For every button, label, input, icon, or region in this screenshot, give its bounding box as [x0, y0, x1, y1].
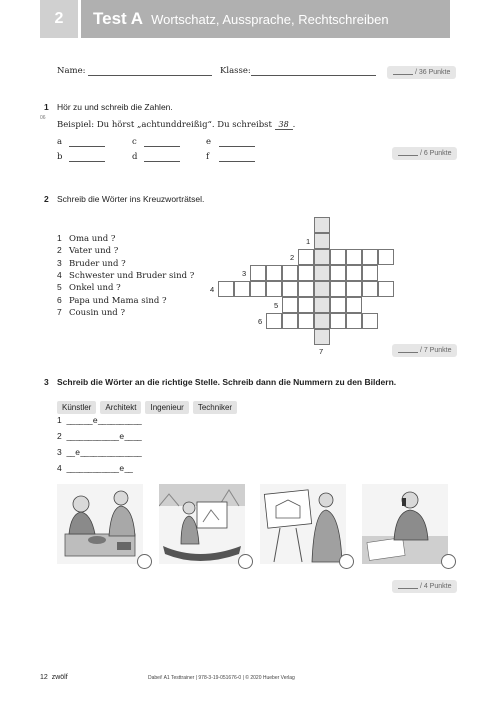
test-label: Test A: [93, 9, 144, 28]
class-field[interactable]: [251, 75, 376, 76]
page-word: zwölf: [51, 674, 68, 681]
clue-text: Papa und Mama sind ?: [69, 295, 167, 306]
crossword-cell[interactable]: [346, 265, 362, 281]
word-line-number: 4: [57, 463, 62, 473]
item-d-label: d: [132, 152, 138, 162]
crossword-cell[interactable]: [298, 249, 314, 265]
example-answer: 38: [275, 120, 293, 130]
points-blank[interactable]: [393, 66, 413, 75]
word-line-pattern: __ __ __ __ __ __ e __ __: [66, 431, 141, 441]
page-number: 12: [40, 674, 48, 681]
crossword-cell[interactable]: [218, 281, 234, 297]
crossword-cell[interactable]: [282, 265, 298, 281]
picture-2-number-circle[interactable]: [238, 554, 253, 569]
item-f-label: f: [206, 152, 210, 162]
name-label: Name:: [57, 66, 86, 76]
crossword-number: 3: [242, 269, 247, 278]
picture-3-number-circle[interactable]: [339, 554, 354, 569]
word-line-pattern: __ e __ __ __ __ __ __ __: [66, 447, 141, 457]
item-e-label: e: [206, 137, 212, 147]
task1-example: [57, 120, 295, 130]
item-e-field[interactable]: [219, 146, 255, 147]
crossword-cell[interactable]: [314, 249, 330, 265]
total-points-box: [387, 66, 456, 79]
task2-points-box: [392, 344, 457, 357]
crossword-number: 6: [258, 317, 263, 326]
word-line-2[interactable]: [57, 428, 141, 444]
crossword-cell[interactable]: [314, 281, 330, 297]
crossword-cell[interactable]: [234, 281, 250, 297]
clue-number: 3: [57, 257, 62, 268]
clue-item: [57, 295, 167, 306]
task1-title: Hör zu und schreib die Zahlen.: [57, 102, 173, 112]
word-line-4[interactable]: [57, 460, 141, 476]
task3-points-box: [392, 580, 457, 593]
clue-number: 6: [57, 294, 62, 305]
crossword-cell[interactable]: [314, 329, 330, 345]
crossword-cell[interactable]: [362, 265, 378, 281]
crossword-number: 7: [319, 347, 324, 356]
clue-text: Schwester und Bruder sind ?: [69, 270, 195, 281]
item-d-field[interactable]: [144, 161, 180, 162]
task2-title: Schreib die Wörter ins Kreuzworträtsel.: [57, 194, 205, 204]
crossword-cell[interactable]: [314, 233, 330, 249]
clue-number: 5: [57, 282, 62, 293]
crossword-cell[interactable]: [330, 265, 346, 281]
name-field[interactable]: [88, 75, 212, 76]
crossword-cell[interactable]: [282, 313, 298, 329]
crossword-cell[interactable]: [330, 281, 346, 297]
word-line-pattern: __ __ __ __ __ __ e __: [66, 463, 132, 473]
task2-points: / 7 Punkte: [419, 347, 452, 354]
task1-points: / 6 Punkte: [419, 150, 452, 157]
picture-engineer-phone: [362, 484, 448, 564]
clue-number: 7: [57, 306, 62, 317]
item-b-field[interactable]: [69, 161, 105, 162]
crossword-cell[interactable]: [266, 313, 282, 329]
crossword-number: 5: [274, 301, 279, 310]
word-line-number: 2: [57, 431, 62, 441]
example-end: .: [292, 120, 296, 130]
header-bar: [81, 0, 450, 38]
crossword-cell[interactable]: [298, 313, 314, 329]
item-c-label: c: [132, 137, 137, 147]
crossword-cell[interactable]: [346, 281, 362, 297]
word-line-3[interactable]: [57, 444, 141, 460]
crossword-number: 1: [306, 237, 311, 246]
task3-points: / 4 Punkte: [419, 583, 452, 590]
word-line-pattern: __ __ __ e __ __ __ __ __: [66, 415, 141, 425]
crossword-cell[interactable]: [298, 297, 314, 313]
footer-credit: Dabei! A1 Testtrainer | 978-3-19-051676-0 | © 2020 Hueber Verlag: [148, 675, 295, 681]
clue-item: [57, 307, 125, 318]
item-f-field[interactable]: [219, 161, 255, 162]
crossword-number: 4: [210, 285, 215, 294]
crossword-cell[interactable]: [330, 297, 346, 313]
crossword-cell[interactable]: [250, 281, 266, 297]
clue-item: [57, 270, 194, 281]
word-architekt: Architekt: [100, 401, 141, 414]
crossword-cell[interactable]: [298, 265, 314, 281]
crossword-cell[interactable]: [346, 313, 362, 329]
task2-number: 2: [44, 194, 49, 204]
clue-item: [57, 258, 126, 269]
task1-points-box: [392, 147, 457, 160]
picture-1-number-circle[interactable]: [137, 554, 152, 569]
word-lines: [57, 412, 141, 476]
task3-number: 3: [44, 377, 49, 387]
clue-item: [57, 245, 118, 256]
crossword-cell[interactable]: [314, 217, 330, 233]
crossword-cell[interactable]: [266, 281, 282, 297]
crossword-cell[interactable]: [282, 281, 298, 297]
item-a-label: a: [57, 137, 63, 147]
task1-number: 1: [44, 102, 49, 112]
word-line-number: 1: [57, 415, 62, 425]
crossword-cell[interactable]: [298, 281, 314, 297]
word-techniker: Techniker: [193, 401, 237, 414]
clue-number: 1: [57, 233, 62, 243]
crossword-cell[interactable]: [314, 297, 330, 313]
item-c-field[interactable]: [144, 146, 180, 147]
clue-text: Vater und ?: [69, 246, 119, 257]
test-topic: Wortschatz, Aussprache, Rechtschreiben: [151, 11, 389, 27]
picture-technician-repair: [57, 484, 143, 564]
class-label: Klasse:: [220, 66, 251, 76]
crossword-cell[interactable]: [346, 249, 362, 265]
clue-item: [57, 233, 115, 244]
item-b-label: b: [57, 152, 63, 162]
word-line-number: 3: [57, 447, 62, 457]
clue-item: [57, 282, 121, 293]
crossword-cell[interactable]: [346, 297, 362, 313]
crossword-cell[interactable]: [314, 265, 330, 281]
crossword-cell[interactable]: [314, 313, 330, 329]
crossword-cell[interactable]: [362, 313, 378, 329]
crossword-cell[interactable]: [330, 313, 346, 329]
example-text: Beispiel: Du hörst „achtunddreißig“. Du schreibst: [57, 120, 272, 130]
word-ingenieur: Ingenieur: [145, 401, 188, 414]
crossword-cell[interactable]: [378, 249, 394, 265]
points-blank[interactable]: [398, 147, 418, 156]
task3-title: Schreib die Wörter an die richtige Stelle. Schreib dann die Nummern zu den Bildern.: [57, 377, 397, 387]
clue-number: 4: [57, 269, 62, 280]
crossword-number: 2: [290, 253, 295, 262]
audio-track: 06: [40, 115, 46, 121]
word-line-1[interactable]: [57, 412, 141, 428]
clue-text: Bruder und ?: [69, 258, 126, 269]
crossword-cell[interactable]: [378, 281, 394, 297]
clue-text: Cousin und ?: [69, 307, 126, 318]
total-points-label: / 36 Punkte: [414, 69, 451, 76]
crossword-cell[interactable]: [362, 281, 378, 297]
clue-text: Oma und ?: [69, 234, 116, 244]
crossword-cell[interactable]: [250, 265, 266, 281]
clue-text: Onkel und ?: [69, 283, 121, 294]
crossword-cell[interactable]: [266, 265, 282, 281]
picture-4-number-circle[interactable]: [441, 554, 456, 569]
footer-page: [40, 674, 68, 681]
crossword-cell[interactable]: [362, 249, 378, 265]
picture-artist-painting: [159, 484, 245, 564]
word-kuenstler: Künstler: [57, 401, 96, 414]
points-blank[interactable]: [398, 344, 418, 353]
item-a-field[interactable]: [69, 146, 105, 147]
crossword-cell[interactable]: [282, 297, 298, 313]
clue-number: 2: [57, 245, 62, 256]
picture-architect-drawing: [260, 484, 346, 564]
points-blank[interactable]: [398, 580, 418, 589]
crossword-cell[interactable]: [330, 249, 346, 265]
unit-number: 2: [40, 0, 78, 38]
